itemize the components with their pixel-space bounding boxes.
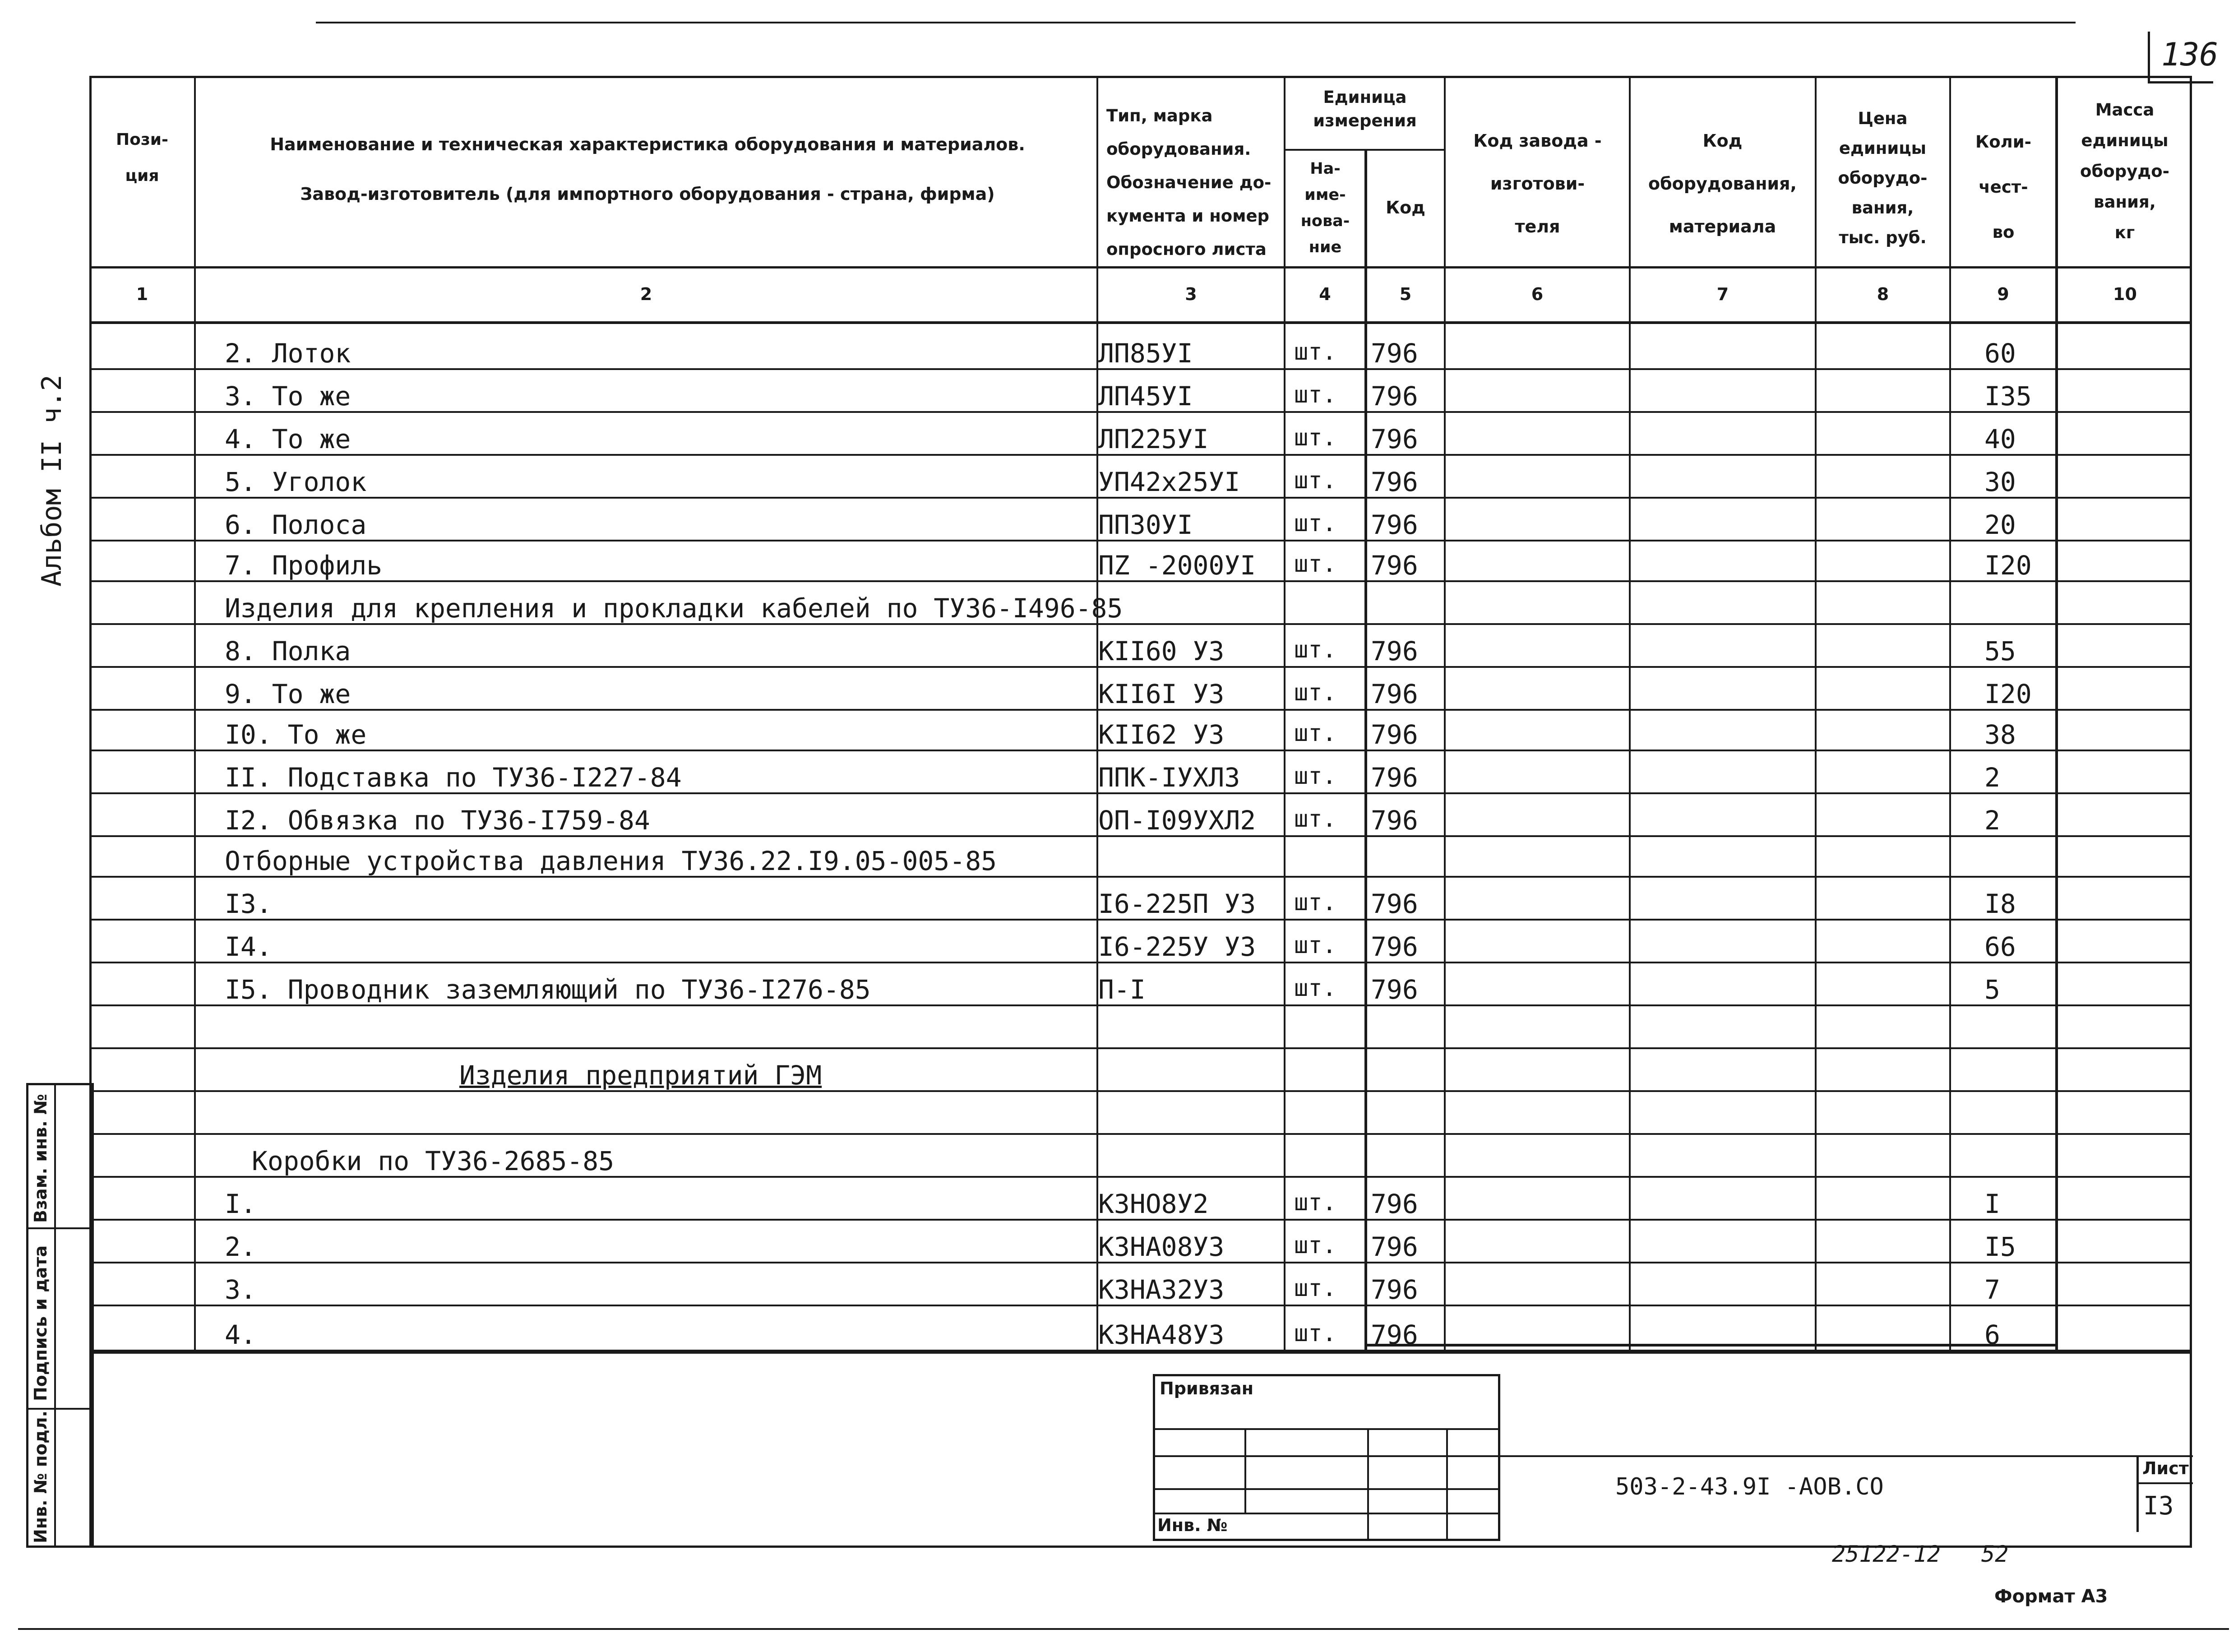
colnum-4: 4: [1319, 284, 1331, 304]
code-cell: 796: [1371, 1189, 1418, 1219]
stamp-designation: 503-2-43.9I -АОВ.СО: [1615, 1473, 1884, 1500]
side-stamp-label-1: Инв. № подл.: [31, 1410, 51, 1543]
unit-cell: шт.: [1294, 805, 1336, 833]
colnum-1: 1: [136, 284, 148, 304]
item-name: 4. То же: [225, 424, 351, 454]
table-row: [89, 413, 2192, 456]
type-cell: I6-225У У3: [1098, 931, 1256, 962]
code-cell: 796: [1371, 467, 1418, 497]
table-row: [89, 1221, 2192, 1263]
header-type: Тип, марка оборудования. Обозначение до- кумента и номер опросного листа: [1106, 106, 1272, 259]
quantity-cell: 66: [1984, 931, 2016, 962]
quantity-cell: 2: [1984, 805, 2000, 836]
quantity-cell: 40: [1984, 424, 2016, 454]
quantity-cell: 38: [1984, 719, 2016, 750]
colnum-10: 10: [2113, 284, 2137, 304]
unit-cell: шт.: [1294, 679, 1336, 706]
table-row: [89, 837, 2192, 878]
group-heading: Коробки по ТУ36-2685-85: [252, 1146, 615, 1176]
quantity-cell: 30: [1984, 467, 2016, 497]
stamp-rule-1: [1153, 1428, 1500, 1430]
side-stamp-sep1: [26, 1227, 94, 1229]
unit-cell: шт.: [1294, 1189, 1336, 1216]
colnum-bottom-rule: [89, 321, 2192, 324]
type-cell: К3НА48У3: [1098, 1319, 1225, 1350]
item-name: 9. То же: [225, 679, 351, 709]
stamp-rule-3: [1153, 1488, 1500, 1490]
header-price: Цена единицы оборудо- вания, тыс. руб.: [1838, 109, 1928, 247]
table-row: [89, 1178, 2192, 1221]
stamp-col-1: [1244, 1428, 1246, 1514]
header-unit-code: Код: [1386, 198, 1425, 217]
code-cell: 796: [1371, 719, 1418, 750]
item-name: 4.: [225, 1319, 256, 1350]
quantity-cell: 2: [1984, 762, 2000, 793]
side-stamp-sep2: [26, 1408, 94, 1410]
unit-cell: шт.: [1294, 1232, 1336, 1259]
header-unit-group: Единица измерения: [1313, 88, 1417, 130]
colnum-9: 9: [1997, 284, 2009, 304]
item-name: I4.: [225, 931, 272, 962]
unit-cell: шт.: [1294, 510, 1336, 537]
code-cell: 796: [1371, 1274, 1418, 1305]
type-cell: ПZ -2000УI: [1098, 550, 1256, 581]
item-name: I3.: [225, 888, 272, 919]
colnum-7: 7: [1716, 284, 1729, 304]
header-position: Пози- ция: [116, 130, 168, 185]
item-name: 2. Лоток: [225, 338, 351, 369]
colnum-6: 6: [1531, 284, 1544, 304]
unit-cell: шт.: [1294, 975, 1336, 1002]
table-row: [89, 1263, 2192, 1306]
item-name: I2. Обвязка по ТУ36-I759-84: [225, 805, 650, 836]
type-cell: К3НО8У2: [1098, 1189, 1209, 1219]
table-row: [89, 921, 2192, 963]
code-cell: 796: [1371, 805, 1418, 836]
table-row: [89, 751, 2192, 794]
quantity-cell: 5: [1984, 974, 2000, 1005]
item-name: 5. Уголок: [225, 467, 367, 497]
code-cell: 796: [1371, 888, 1418, 919]
item-name: 7. Профиль: [225, 550, 383, 581]
header-unit-name: На- име- нова- ние: [1300, 160, 1350, 256]
stamp-col-3: [1446, 1428, 1448, 1541]
stamp-designation-top: [1500, 1455, 2193, 1457]
quantity-cell: 60: [1984, 338, 2016, 369]
unit-cell: шт.: [1294, 636, 1336, 663]
type-cell: ЛП225УI: [1098, 424, 1209, 454]
type-cell: КII6I У3: [1098, 679, 1225, 709]
type-cell: КII62 У3: [1098, 719, 1225, 750]
colnum-8: 8: [1877, 284, 1889, 304]
stamp-sheet-rule: [2136, 1482, 2193, 1484]
item-name: 8. Полка: [225, 636, 351, 666]
table-row: [89, 582, 2192, 625]
colnum-3: 3: [1185, 284, 1197, 304]
item-name: 3.: [225, 1274, 256, 1305]
header-bottom-rule: [89, 266, 2192, 268]
table-row: [89, 625, 2192, 668]
colnum-5: 5: [1399, 284, 1412, 304]
code-cell: 796: [1371, 381, 1418, 412]
table-row: [89, 668, 2192, 711]
type-cell: ОП-I09УХЛ2: [1098, 805, 1256, 836]
stamp-privyazan-label: Привязан: [1160, 1379, 1254, 1398]
unit-cell: шт.: [1294, 381, 1336, 408]
quantity-cell: 55: [1984, 636, 2016, 666]
header-mass: Масса единицы оборудо- вания, кг: [2080, 100, 2169, 242]
album-label: Альбом II ч.2: [36, 375, 68, 587]
quantity-cell: 6: [1984, 1319, 2000, 1350]
quantity-cell: 20: [1984, 509, 2016, 540]
code-cell: 796: [1371, 338, 1418, 369]
stamp-inv-label: Инв. №: [1157, 1515, 1228, 1535]
code-cell: 796: [1371, 1231, 1418, 1262]
item-name: I0. То же: [225, 719, 367, 750]
table-row: [89, 711, 2192, 751]
table-row: [89, 963, 2192, 1006]
table-bottom-rule: [89, 1351, 2192, 1354]
stamp-sheet-number: I3: [2143, 1491, 2174, 1521]
table-row: [89, 1092, 2192, 1135]
format-label: Формат А3: [1994, 1586, 2108, 1607]
code-cell: 796: [1371, 550, 1418, 581]
type-cell: КII60 У3: [1098, 636, 1225, 666]
unit-cell: шт.: [1294, 1275, 1336, 1302]
table-row: [89, 541, 2192, 582]
unit-cell: шт.: [1294, 424, 1336, 451]
type-cell: ППК-IУХЛ3: [1098, 762, 1240, 793]
quantity-cell: I20: [1984, 679, 2032, 709]
unit-cell: шт.: [1294, 763, 1336, 790]
unit-cell: шт.: [1294, 338, 1336, 366]
code-cell: 796: [1371, 931, 1418, 962]
table-row: [89, 370, 2192, 413]
type-cell: ПП30УI: [1098, 509, 1193, 540]
unit-cell: шт.: [1294, 1320, 1336, 1347]
quantity-cell: 7: [1984, 1274, 2000, 1305]
group-heading: Отборные устройства давления ТУ36.22.I9.05-005-85: [225, 846, 997, 876]
group-heading: Изделия для крепления и прокладки кабелей по ТУ36-I496-85: [225, 593, 1123, 624]
table-row: [89, 1006, 2192, 1049]
group-heading: Изделия предприятий ГЭМ: [459, 1060, 822, 1091]
header-name: Наименование и техническая характеристика оборудования и материалов. Завод-изготовитель (для импортного оборудования - страна, фирма): [270, 134, 1025, 204]
stamp-sheet-label: Лист: [2142, 1458, 2189, 1478]
type-cell: К3НА08У3: [1098, 1231, 1225, 1262]
type-cell: I6-225П У3: [1098, 888, 1256, 919]
bottom-rule: [18, 1628, 2229, 1630]
table-row: [89, 878, 2192, 921]
type-cell: ЛП45УI: [1098, 381, 1193, 412]
unit-cell: шт.: [1294, 467, 1336, 494]
item-name: 2.: [225, 1231, 256, 1262]
header-equipment-code: Код оборудования, материала: [1648, 131, 1797, 236]
handwritten-note: 25122-12 52: [1832, 1541, 2009, 1567]
code-cell: 796: [1371, 974, 1418, 1005]
quantity-cell: I8: [1984, 888, 2016, 919]
code-cell: 796: [1371, 1319, 1418, 1350]
item-name: I5. Проводник заземляющий по ТУ36-I276-85: [225, 974, 871, 1005]
table-row: [89, 1135, 2192, 1178]
quantity-cell: I20: [1984, 550, 2032, 581]
table-row: [89, 499, 2192, 541]
type-cell: К3НА32У3: [1098, 1274, 1225, 1305]
quantity-cell: I: [1984, 1189, 2000, 1219]
table-row: [89, 1306, 2192, 1351]
side-stamp-label-2: Подпись и дата: [31, 1245, 51, 1401]
unit-cell: шт.: [1294, 551, 1336, 578]
side-stamp-label-3: Взам. инв. №: [31, 1094, 51, 1223]
code-cell: 796: [1371, 509, 1418, 540]
stamp-col-2: [1367, 1428, 1369, 1541]
item-name: 6. Полоса: [225, 509, 367, 540]
unit-cell: шт.: [1294, 889, 1336, 916]
unit-cell: шт.: [1294, 932, 1336, 959]
table-row: [89, 794, 2192, 837]
page-number: 136: [2161, 36, 2219, 73]
unit-group-rule: [1284, 149, 1444, 151]
code-cell: 796: [1371, 636, 1418, 666]
top-rule: [316, 22, 2076, 23]
unit-cell: шт.: [1294, 720, 1336, 747]
quantity-cell: I35: [1984, 381, 2032, 412]
item-name: I.: [225, 1189, 256, 1219]
item-name: 3. То же: [225, 381, 351, 412]
table-row: [89, 1049, 2192, 1092]
type-cell: ЛП85УI: [1098, 338, 1193, 369]
code-cell: 796: [1371, 762, 1418, 793]
header-quantity: Коли- чест- во: [1975, 132, 2032, 242]
table-row: [89, 456, 2192, 499]
code-cell: 796: [1371, 424, 1418, 454]
quantity-cell: I5: [1984, 1231, 2016, 1262]
type-cell: П-I: [1098, 974, 1146, 1005]
type-cell: УП42х25УI: [1098, 467, 1240, 497]
colnum-2: 2: [640, 284, 652, 304]
table-row: [89, 327, 2192, 370]
header-plant-code: Код завода - изготови- теля: [1473, 131, 1602, 236]
side-stamp-divider: [54, 1083, 56, 1548]
stamp-rule-2: [1153, 1455, 1500, 1457]
code-cell: 796: [1371, 679, 1418, 709]
stamp-rule-4: [1153, 1513, 1500, 1514]
item-name: II. Подставка по ТУ36-I227-84: [225, 762, 682, 793]
